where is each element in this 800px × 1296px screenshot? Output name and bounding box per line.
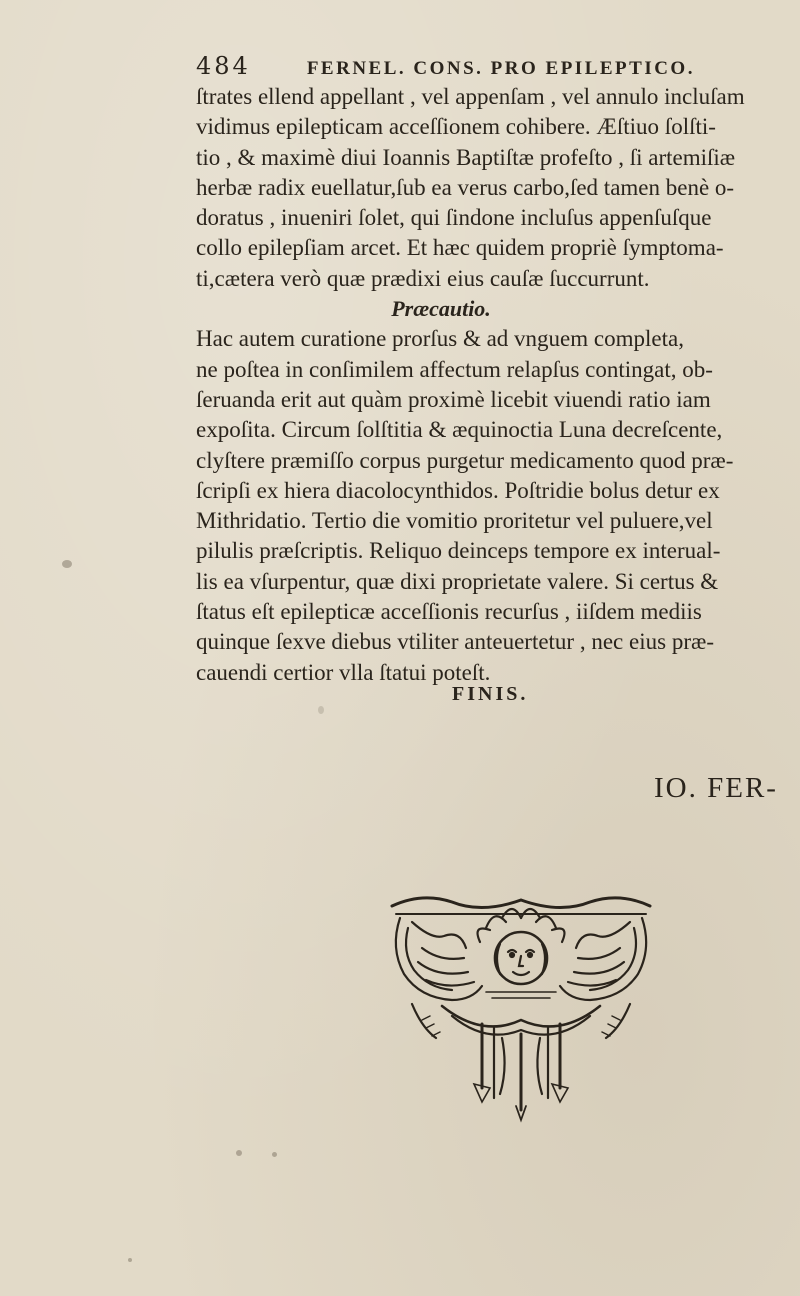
paragraph-line: Hac autem curatione prorſus & ad vnguem completa, (196, 326, 684, 352)
text-line: doratus , inueniri ſolet, qui ſindone incluſus appenſuſque (196, 205, 712, 231)
catchword: IO. FER- (654, 772, 778, 804)
text-line: collo epilepſiam arcet. Et hæc quidem propriè ſymptoma- (196, 235, 724, 261)
paragraph-line: clyſtere præmiſſo corpus purgetur medicamento quod præ- (196, 447, 734, 473)
text-line: tio , & maximè diui Ioannis Baptiſtæ profeſto , ſi artemiſiæ (196, 144, 736, 170)
text-line: herbæ radix euellatur,ſub ea verus carbo,ſed tamen benè o- (196, 174, 735, 200)
section-heading: Præcautio. (391, 296, 491, 322)
text-line: ſtrates ellend appellant , vel appenſam , vel annulo incluſam (196, 84, 745, 109)
paragraph-line: cauendi certior vlla ſtatui poteſt. (196, 659, 491, 685)
cherub-head-ornament-icon (382, 888, 660, 1124)
paragraph-line: lis ea vſurpentur, quæ dixi proprietate valere. Si certus & (196, 568, 719, 594)
paragraph-line: expoſita. Circum ſolſtitia & æquinoctia Luna decreſcente, (196, 417, 723, 443)
paragraph-line: ſcripſi ex hiera diacolocynthidos. Poſtridie bolus detur ex (196, 477, 720, 503)
body-text (196, 82, 796, 688)
text-line: ti,cætera verò quæ prædixi eius cauſæ ſuccurrunt. (196, 265, 650, 291)
page-number: 484 (196, 52, 251, 80)
paper-speck (272, 1152, 277, 1157)
paper-speck (318, 706, 324, 714)
paragraph-line: Mithridatio. Tertio die vomitio proritetur vel puluere,vel (196, 508, 713, 534)
paragraph-line: quinque ſexve diebus vtiliter anteuertetur , nec eius præ- (196, 629, 714, 655)
paragraph-line: ſeruanda erit aut quàm proximè licebit viuendi ratio iam (196, 386, 711, 412)
finis-mark: FINIS. (452, 683, 529, 705)
paragraph-line: ſtatus eſt epilepticæ acceſſionis recurſus , iiſdem mediis (196, 599, 702, 625)
paper-speck (236, 1150, 242, 1156)
paper-speck (62, 560, 72, 568)
paragraph-line: ne poſtea in conſimilem affectum relapſus contingat, ob- (196, 356, 713, 382)
paragraph-line: pilulis præſcriptis. Reliquo deinceps tempore ex interual- (196, 538, 721, 564)
text-line: vidimus epilepticam acceſſionem cohibere. Æſtiuo ſolſti- (196, 114, 716, 140)
paper-speck (128, 1258, 132, 1262)
running-head: FERNEL. CONS. PRO EPILEPTICO. (306, 58, 695, 79)
